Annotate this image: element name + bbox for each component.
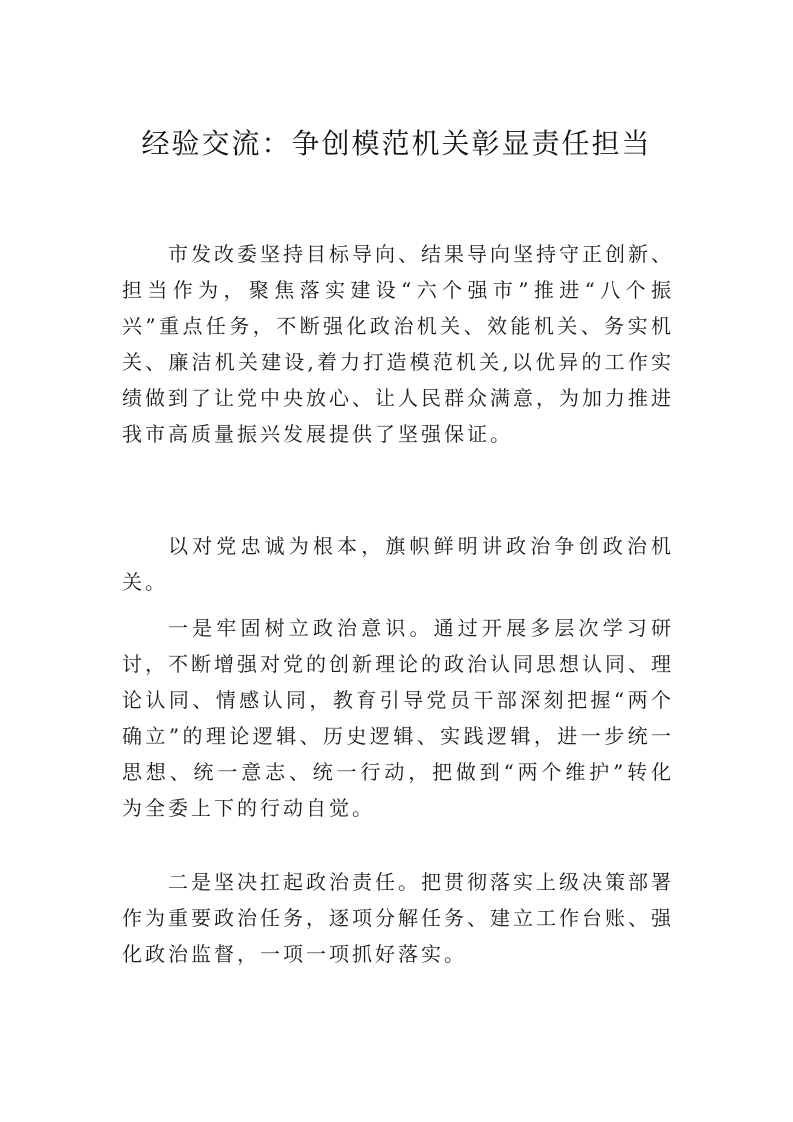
- document-title: 经验交流：争创模范机关彰显责任担当: [141, 127, 652, 160]
- paragraph-intro: 市发改委坚持目标导向、结果导向坚持守正创新、担当作为，聚焦落实建设“六个强市”推进“八个振兴”重点任务，不断强化政治机关、效能机关、务实机关、廉洁机关建设,着力打造模范机关,以优异的工作实绩做到了让党中央放心、让人民群众满意，为加力推进我市高质量振兴发展提供了坚强保证。: [122, 242, 674, 446]
- paragraph-point-two: 二是坚决扛起政治责任。把贯彻落实上级决策部署作为重要政治任务，逐项分解任务、建立工作台账、强化政治监督，一项一项抓好落实。: [122, 870, 674, 966]
- paragraph-section-heading: 以对党忠诚为根本，旗帜鲜明讲政治争创政治机关。: [122, 534, 674, 594]
- paragraph-point-one: 一是牢固树立政治意识。通过开展多层次学习研讨，不断增强对党的创新理论的政治认同思想认同、理论认同、情感认同，教育引导党员干部深刻把握“两个确立”的理论逻辑、历史逻辑、实践逻辑，进一步统一思想、统一意志、统一行动，把做到“两个维护”转化为全委上下的行动自觉。: [122, 616, 674, 820]
